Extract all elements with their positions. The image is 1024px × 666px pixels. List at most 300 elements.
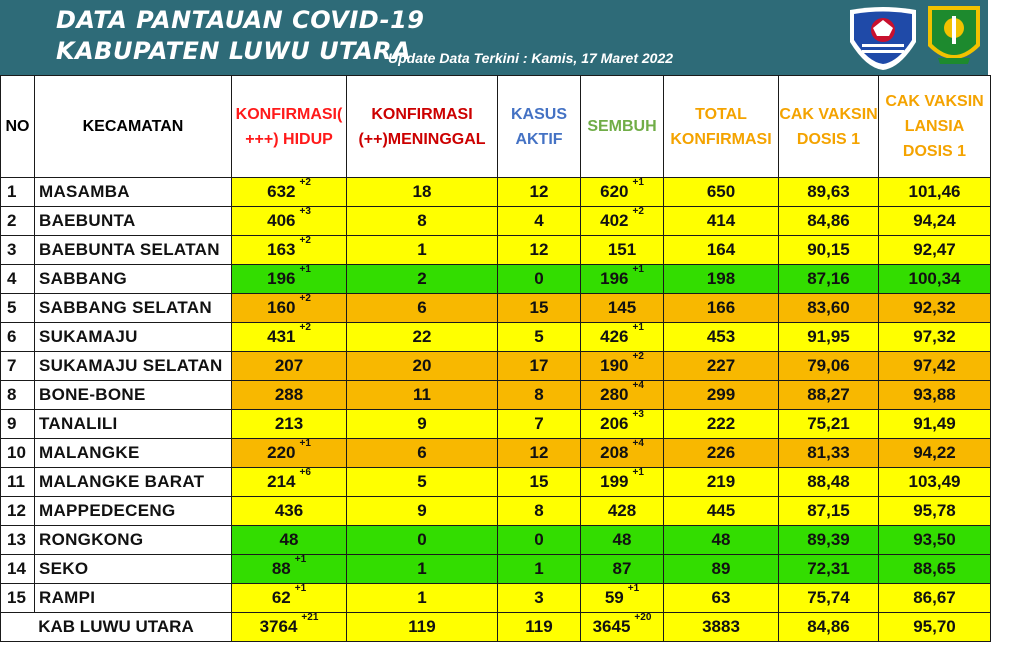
total-konfirmasi-cell [664, 468, 779, 497]
row-number [1, 410, 35, 439]
konfirmasi-hidup-cell-value: 62 [271, 588, 291, 607]
total-konfirmasi-hidup-cell [232, 613, 347, 642]
cak-vaksin-dosis-1-cell-value: 90,15 [807, 240, 850, 259]
konfirmasi-hidup-cell-value: 207 [274, 356, 304, 375]
table-row [1, 526, 991, 555]
konfirmasi-hidup-cell-value: 214 [267, 472, 296, 491]
cak-vaksin-lansia-cell [879, 236, 991, 265]
konfirmasi-hidup-cell-value: 160 [267, 298, 296, 317]
kasus-aktif-cell-value: 12 [529, 240, 549, 259]
konfirmasi-hidup-cell-value: 48 [279, 530, 299, 549]
kecamatan-name [35, 178, 232, 207]
cak-vaksin-dosis-1-cell [779, 439, 879, 468]
table-row [1, 584, 991, 613]
total-konfirmasi-cell [664, 207, 779, 236]
sembuh-cell-increment: +1 [632, 322, 644, 334]
kasus-aktif-cell [498, 381, 581, 410]
cak-vaksin-dosis-1-cell [779, 294, 879, 323]
konfirmasi-hidup-cell [232, 236, 347, 265]
total-sembuh-cell-increment: +20 [634, 612, 652, 624]
kecamatan-name-value: MASAMBA [39, 182, 130, 201]
konfirmasi-hidup-cell-increment: +1 [299, 438, 311, 450]
kecamatan-name-value: SUKAMAJU SELATAN [39, 356, 223, 375]
table-row [1, 352, 991, 381]
cak-vaksin-lansia-cell [879, 265, 991, 294]
sembuh-cell-value: 208 [600, 443, 629, 462]
konfirmasi-hidup-cell-increment: +2 [299, 177, 311, 189]
cak-vaksin-dosis-1-cell [779, 410, 879, 439]
konfirmasi-meninggal-cell [347, 207, 498, 236]
kasus-aktif-cell [498, 178, 581, 207]
row-number-value: 8 [7, 385, 17, 404]
konfirmasi-hidup-cell-increment: +6 [299, 467, 311, 479]
column-header-sembuh: SEMBUH [581, 76, 664, 178]
konfirmasi-hidup-cell-increment: +1 [299, 264, 311, 276]
konfirmasi-hidup-cell-value: 196 [267, 269, 296, 288]
konfirmasi-hidup-cell-increment: +2 [299, 293, 311, 305]
kasus-aktif-cell-value: 12 [529, 182, 549, 201]
sembuh-cell [581, 265, 664, 294]
cak-vaksin-lansia-cell-value: 100,34 [908, 269, 961, 288]
kasus-aktif-cell-value: 15 [529, 472, 549, 491]
konfirmasi-meninggal-cell-value: 18 [412, 182, 432, 201]
total-konfirmasi-cell-value: 198 [706, 269, 736, 288]
table-row [1, 265, 991, 294]
konfirmasi-hidup-cell-value: 288 [274, 385, 304, 404]
sembuh-cell [581, 294, 664, 323]
cak-vaksin-lansia-cell [879, 497, 991, 526]
cak-vaksin-lansia-cell [879, 207, 991, 236]
table-row [1, 294, 991, 323]
kasus-aktif-cell-value: 17 [529, 356, 549, 375]
konfirmasi-meninggal-cell-value: 9 [417, 414, 427, 433]
konfirmasi-hidup-cell-value: 213 [274, 414, 304, 433]
kecamatan-name [35, 497, 232, 526]
total-konfirmasi-cell-value: 219 [706, 472, 736, 491]
column-header-cak-vaksin-lansia: CAK VAKSIN LANSIA DOSIS 1 [879, 76, 991, 178]
kecamatan-name [35, 526, 232, 555]
total-total-konfirmasi-cell-value: 3883 [702, 617, 740, 636]
konfirmasi-hidup-cell-increment: +1 [294, 583, 307, 595]
konfirmasi-meninggal-cell [347, 178, 498, 207]
konfirmasi-hidup-cell-value: 220 [267, 443, 296, 462]
kasus-aktif-cell [498, 265, 581, 294]
konfirmasi-hidup-cell [232, 584, 347, 613]
total-konfirmasi-cell [664, 294, 779, 323]
row-number [1, 584, 35, 613]
konfirmasi-meninggal-cell [347, 439, 498, 468]
konfirmasi-hidup-cell [232, 555, 347, 584]
column-header-cak-vaksin-dosis-1: CAK VAKSIN DOSIS 1 [779, 76, 879, 178]
kasus-aktif-cell [498, 352, 581, 381]
sembuh-cell-value: 426 [600, 327, 629, 346]
sembuh-cell-value: 199 [600, 472, 629, 491]
kecamatan-name-value: BAEBUNTA SELATAN [39, 240, 220, 259]
konfirmasi-meninggal-cell [347, 236, 498, 265]
kecamatan-name [35, 323, 232, 352]
kecamatan-name-value: MALANGKE [39, 443, 140, 462]
kasus-aktif-cell [498, 497, 581, 526]
table-total-row [1, 613, 991, 642]
sembuh-cell [581, 410, 664, 439]
total-kasus-aktif-cell-value: 119 [525, 617, 553, 636]
total-konfirmasi-cell-value: 453 [706, 327, 736, 346]
total-konfirmasi-cell [664, 584, 779, 613]
kecamatan-name [35, 555, 232, 584]
konfirmasi-meninggal-cell-value: 1 [417, 240, 427, 259]
cak-vaksin-dosis-1-cell-value: 79,06 [807, 356, 850, 375]
satgas-covid19-logo [848, 2, 918, 72]
cak-vaksin-dosis-1-cell-value: 87,15 [807, 501, 850, 520]
kecamatan-name-value: SABBANG [39, 269, 128, 288]
konfirmasi-meninggal-cell [347, 265, 498, 294]
title-line-2: KABUPATEN LUWU UTARA [56, 37, 412, 65]
kasus-aktif-cell [498, 410, 581, 439]
table-row [1, 497, 991, 526]
kasus-aktif-cell [498, 555, 581, 584]
cak-vaksin-dosis-1-cell [779, 381, 879, 410]
konfirmasi-meninggal-cell-value: 2 [417, 269, 427, 288]
total-sembuh-cell-value: 3645 [592, 617, 631, 636]
kasus-aktif-cell [498, 526, 581, 555]
sembuh-cell [581, 207, 664, 236]
kecamatan-name [35, 584, 232, 613]
cak-vaksin-lansia-cell [879, 178, 991, 207]
total-konfirmasi-cell [664, 236, 779, 265]
cak-vaksin-dosis-1-cell-value: 81,33 [807, 443, 850, 462]
kecamatan-name [35, 236, 232, 265]
cak-vaksin-lansia-cell-value: 88,65 [913, 559, 956, 578]
konfirmasi-hidup-cell-value: 632 [267, 182, 296, 201]
total-konfirmasi-cell-value: 48 [711, 530, 731, 549]
cak-vaksin-dosis-1-cell [779, 468, 879, 497]
konfirmasi-hidup-cell [232, 294, 347, 323]
konfirmasi-hidup-cell [232, 207, 347, 236]
total-konfirmasi-cell-value: 164 [706, 240, 736, 259]
cak-vaksin-dosis-1-cell-value: 91,95 [807, 327, 850, 346]
cak-vaksin-lansia-cell [879, 468, 991, 497]
sembuh-cell-increment: +2 [632, 206, 644, 218]
konfirmasi-meninggal-cell-value: 5 [417, 472, 427, 491]
total-cak-vaksin-lansia-cell-value: 95,70 [913, 617, 956, 636]
row-number [1, 178, 35, 207]
sembuh-cell [581, 555, 664, 584]
konfirmasi-meninggal-cell-value: 9 [417, 501, 427, 520]
konfirmasi-hidup-cell [232, 323, 347, 352]
kecamatan-name [35, 381, 232, 410]
konfirmasi-hidup-cell-value: 163 [267, 240, 296, 259]
cak-vaksin-dosis-1-cell-value: 75,21 [807, 414, 850, 433]
total-label [1, 613, 232, 642]
row-number [1, 555, 35, 584]
cak-vaksin-lansia-cell-value: 91,49 [913, 414, 956, 433]
row-number [1, 236, 35, 265]
total-konfirmasi-cell [664, 352, 779, 381]
konfirmasi-hidup-cell [232, 352, 347, 381]
konfirmasi-meninggal-cell [347, 584, 498, 613]
covid-data-table [0, 75, 991, 642]
kasus-aktif-cell [498, 468, 581, 497]
cak-vaksin-lansia-cell [879, 294, 991, 323]
kasus-aktif-cell-value: 3 [534, 588, 544, 607]
konfirmasi-meninggal-cell [347, 323, 498, 352]
kasus-aktif-cell [498, 323, 581, 352]
konfirmasi-meninggal-cell [347, 555, 498, 584]
cak-vaksin-dosis-1-cell [779, 555, 879, 584]
total-konfirmasi-cell [664, 410, 779, 439]
kecamatan-name-value: SEKO [39, 559, 89, 578]
konfirmasi-hidup-cell-value: 436 [274, 501, 304, 520]
cak-vaksin-dosis-1-cell-value: 89,39 [807, 530, 850, 549]
column-header-kasus-aktif: KASUS AKTIF [498, 76, 581, 178]
konfirmasi-hidup-cell [232, 468, 347, 497]
kecamatan-name [35, 207, 232, 236]
cak-vaksin-lansia-cell [879, 526, 991, 555]
konfirmasi-meninggal-cell [347, 497, 498, 526]
kasus-aktif-cell-value: 8 [534, 385, 544, 404]
konfirmasi-meninggal-cell [347, 381, 498, 410]
total-konfirmasi-cell-value: 227 [706, 356, 736, 375]
sembuh-cell-increment: +1 [632, 467, 644, 479]
konfirmasi-meninggal-cell [347, 526, 498, 555]
sembuh-cell-value: 402 [600, 211, 629, 230]
konfirmasi-hidup-cell [232, 526, 347, 555]
kecamatan-name-value: BAEBUNTA [39, 211, 136, 230]
row-number-value: 5 [7, 298, 17, 317]
sembuh-cell [581, 381, 664, 410]
konfirmasi-hidup-cell [232, 410, 347, 439]
cak-vaksin-lansia-cell-value: 103,49 [908, 472, 961, 491]
total-konfirmasi-cell [664, 526, 779, 555]
konfirmasi-hidup-cell [232, 381, 347, 410]
sembuh-cell-increment: +1 [627, 583, 640, 595]
sembuh-cell-value: 206 [600, 414, 629, 433]
kecamatan-name-value: RONGKONG [39, 530, 144, 549]
total-cak-vaksin-lansia-cell [879, 613, 991, 642]
sembuh-cell-value: 196 [600, 269, 629, 288]
konfirmasi-hidup-cell-increment: +3 [299, 206, 311, 218]
total-konfirmasi-cell-value: 89 [711, 559, 731, 578]
cak-vaksin-dosis-1-cell-value: 72,31 [807, 559, 850, 578]
konfirmasi-meninggal-cell-value: 1 [417, 588, 427, 607]
row-number [1, 526, 35, 555]
sembuh-cell [581, 178, 664, 207]
cak-vaksin-dosis-1-cell [779, 236, 879, 265]
sembuh-cell-value: 280 [600, 385, 629, 404]
sembuh-cell [581, 439, 664, 468]
cak-vaksin-lansia-cell [879, 323, 991, 352]
kecamatan-name [35, 265, 232, 294]
row-number-value: 2 [7, 211, 17, 230]
total-kasus-aktif-cell [498, 613, 581, 642]
table-row [1, 439, 991, 468]
kasus-aktif-cell-value: 0 [534, 530, 544, 549]
column-header-total-konfirmasi: TOTAL KONFIRMASI [664, 76, 779, 178]
sembuh-cell-increment: +4 [632, 380, 644, 392]
column-header-no: NO [1, 76, 35, 178]
sembuh-cell-increment: +4 [632, 438, 644, 450]
kasus-aktif-cell-value: 8 [534, 501, 544, 520]
total-konfirmasi-cell-value: 226 [706, 443, 736, 462]
row-number-value: 4 [7, 269, 17, 288]
konfirmasi-meninggal-cell-value: 11 [413, 385, 431, 404]
konfirmasi-meninggal-cell [347, 468, 498, 497]
total-cak-vaksin-dosis-1-cell-value: 84,86 [807, 617, 850, 636]
table-row [1, 207, 991, 236]
row-number [1, 323, 35, 352]
header-banner [0, 0, 988, 75]
sembuh-cell-increment: +2 [632, 351, 644, 363]
sembuh-cell [581, 526, 664, 555]
row-number-value: 7 [7, 356, 17, 375]
row-number [1, 497, 35, 526]
total-konfirmasi-cell [664, 381, 779, 410]
cak-vaksin-lansia-cell-value: 92,32 [913, 298, 956, 317]
column-header-kecamatan: KECAMATAN [35, 76, 232, 178]
kecamatan-name-value: MALANGKE BARAT [39, 472, 205, 491]
cak-vaksin-dosis-1-cell-value: 89,63 [807, 182, 850, 201]
cak-vaksin-lansia-cell-value: 97,32 [913, 327, 956, 346]
total-konfirmasi-cell [664, 265, 779, 294]
konfirmasi-meninggal-cell-value: 20 [412, 356, 432, 375]
cak-vaksin-lansia-cell-value: 95,78 [913, 501, 956, 520]
row-number [1, 439, 35, 468]
sembuh-cell-value: 145 [607, 298, 637, 317]
cak-vaksin-dosis-1-cell-value: 75,74 [807, 588, 850, 607]
row-number-value: 10 [7, 443, 26, 462]
total-total-konfirmasi-cell [664, 613, 779, 642]
cak-vaksin-dosis-1-cell [779, 178, 879, 207]
column-header-konfirmasi-hidup: KONFIRMASI( +++) HIDUP [232, 76, 347, 178]
table-header-row [1, 76, 991, 178]
table-row [1, 381, 991, 410]
konfirmasi-hidup-cell-increment: +1 [294, 554, 307, 566]
cak-vaksin-dosis-1-cell [779, 207, 879, 236]
konfirmasi-hidup-cell [232, 497, 347, 526]
cak-vaksin-lansia-cell [879, 439, 991, 468]
table-row [1, 236, 991, 265]
cak-vaksin-lansia-cell-value: 93,50 [913, 530, 956, 549]
kasus-aktif-cell-value: 0 [534, 269, 544, 288]
cak-vaksin-lansia-cell-value: 93,88 [913, 385, 956, 404]
row-number [1, 468, 35, 497]
kecamatan-name-value: SUKAMAJU [39, 327, 138, 346]
total-konfirmasi-meninggal-cell [347, 613, 498, 642]
sembuh-cell [581, 352, 664, 381]
cak-vaksin-dosis-1-cell-value: 87,16 [807, 269, 850, 288]
total-konfirmasi-meninggal-cell-value: 119 [408, 617, 436, 636]
total-konfirmasi-hidup-cell-value: 3764 [259, 617, 298, 636]
kecamatan-name [35, 439, 232, 468]
table-row [1, 468, 991, 497]
konfirmasi-meninggal-cell-value: 0 [417, 530, 427, 549]
konfirmasi-hidup-cell-increment: +2 [299, 235, 311, 247]
total-konfirmasi-cell-value: 445 [706, 501, 736, 520]
total-sembuh-cell [581, 613, 664, 642]
total-cak-vaksin-dosis-1-cell [779, 613, 879, 642]
sembuh-cell-increment: +1 [632, 264, 644, 276]
cak-vaksin-lansia-cell-value: 97,42 [913, 356, 956, 375]
table-row [1, 178, 991, 207]
kecamatan-name-value: TANALILI [39, 414, 118, 433]
row-number [1, 265, 35, 294]
cak-vaksin-lansia-cell-value: 94,22 [913, 443, 956, 462]
cak-vaksin-dosis-1-cell-value: 88,27 [807, 385, 850, 404]
row-number [1, 294, 35, 323]
total-konfirmasi-cell-value: 63 [711, 588, 731, 607]
row-number-value: 13 [7, 530, 26, 549]
total-konfirmasi-cell-value: 222 [706, 414, 736, 433]
cak-vaksin-lansia-cell [879, 352, 991, 381]
row-number [1, 381, 35, 410]
cak-vaksin-dosis-1-cell [779, 265, 879, 294]
title-line-1: DATA PANTAUAN COVID-19 [56, 6, 425, 34]
kecamatan-name [35, 410, 232, 439]
sembuh-cell [581, 468, 664, 497]
konfirmasi-meninggal-cell-value: 22 [412, 327, 432, 346]
cak-vaksin-dosis-1-cell [779, 526, 879, 555]
sembuh-cell [581, 497, 664, 526]
total-konfirmasi-cell [664, 439, 779, 468]
konfirmasi-meninggal-cell [347, 352, 498, 381]
sembuh-cell-value: 190 [600, 356, 629, 375]
cak-vaksin-dosis-1-cell [779, 352, 879, 381]
cak-vaksin-lansia-cell-value: 92,47 [913, 240, 956, 259]
kasus-aktif-cell [498, 294, 581, 323]
cak-vaksin-dosis-1-cell [779, 584, 879, 613]
konfirmasi-hidup-cell-value: 88 [271, 559, 291, 578]
row-number-value: 9 [7, 414, 17, 433]
sembuh-cell-value: 48 [612, 530, 632, 549]
row-number-value: 6 [7, 327, 17, 346]
row-number-value: 1 [7, 182, 17, 201]
total-konfirmasi-cell-value: 650 [706, 182, 736, 201]
row-number-value: 12 [7, 501, 26, 520]
total-konfirmasi-cell [664, 497, 779, 526]
kecamatan-name-value: BONE-BONE [39, 385, 146, 404]
total-konfirmasi-cell-value: 414 [706, 211, 736, 230]
sembuh-cell-increment: +1 [632, 177, 644, 189]
konfirmasi-hidup-cell [232, 265, 347, 294]
sembuh-cell-value: 428 [607, 501, 637, 520]
konfirmasi-meninggal-cell-value: 8 [417, 211, 427, 230]
cak-vaksin-lansia-cell-value: 94,24 [913, 211, 956, 230]
total-konfirmasi-cell-value: 166 [706, 298, 736, 317]
kasus-aktif-cell-value: 7 [534, 414, 544, 433]
kecamatan-name-value: SABBANG SELATAN [39, 298, 212, 317]
row-number [1, 207, 35, 236]
konfirmasi-hidup-cell-value: 431 [267, 327, 296, 346]
sembuh-cell [581, 584, 664, 613]
sembuh-cell [581, 323, 664, 352]
row-number-value: 15 [7, 588, 26, 607]
table-row [1, 410, 991, 439]
row-number [1, 352, 35, 381]
konfirmasi-meninggal-cell-value: 6 [417, 298, 427, 317]
total-konfirmasi-cell [664, 555, 779, 584]
kasus-aktif-cell [498, 439, 581, 468]
total-konfirmasi-cell [664, 323, 779, 352]
cak-vaksin-dosis-1-cell-value: 84,86 [807, 211, 850, 230]
row-number-value: 3 [7, 240, 17, 259]
kasus-aktif-cell-value: 1 [534, 559, 544, 578]
sembuh-cell-value: 59 [604, 588, 624, 607]
total-konfirmasi-cell [664, 178, 779, 207]
cak-vaksin-lansia-cell [879, 410, 991, 439]
kasus-aktif-cell [498, 207, 581, 236]
cak-vaksin-lansia-cell-value: 86,67 [913, 588, 956, 607]
kecamatan-name-value: MAPPEDECENG [39, 501, 176, 520]
